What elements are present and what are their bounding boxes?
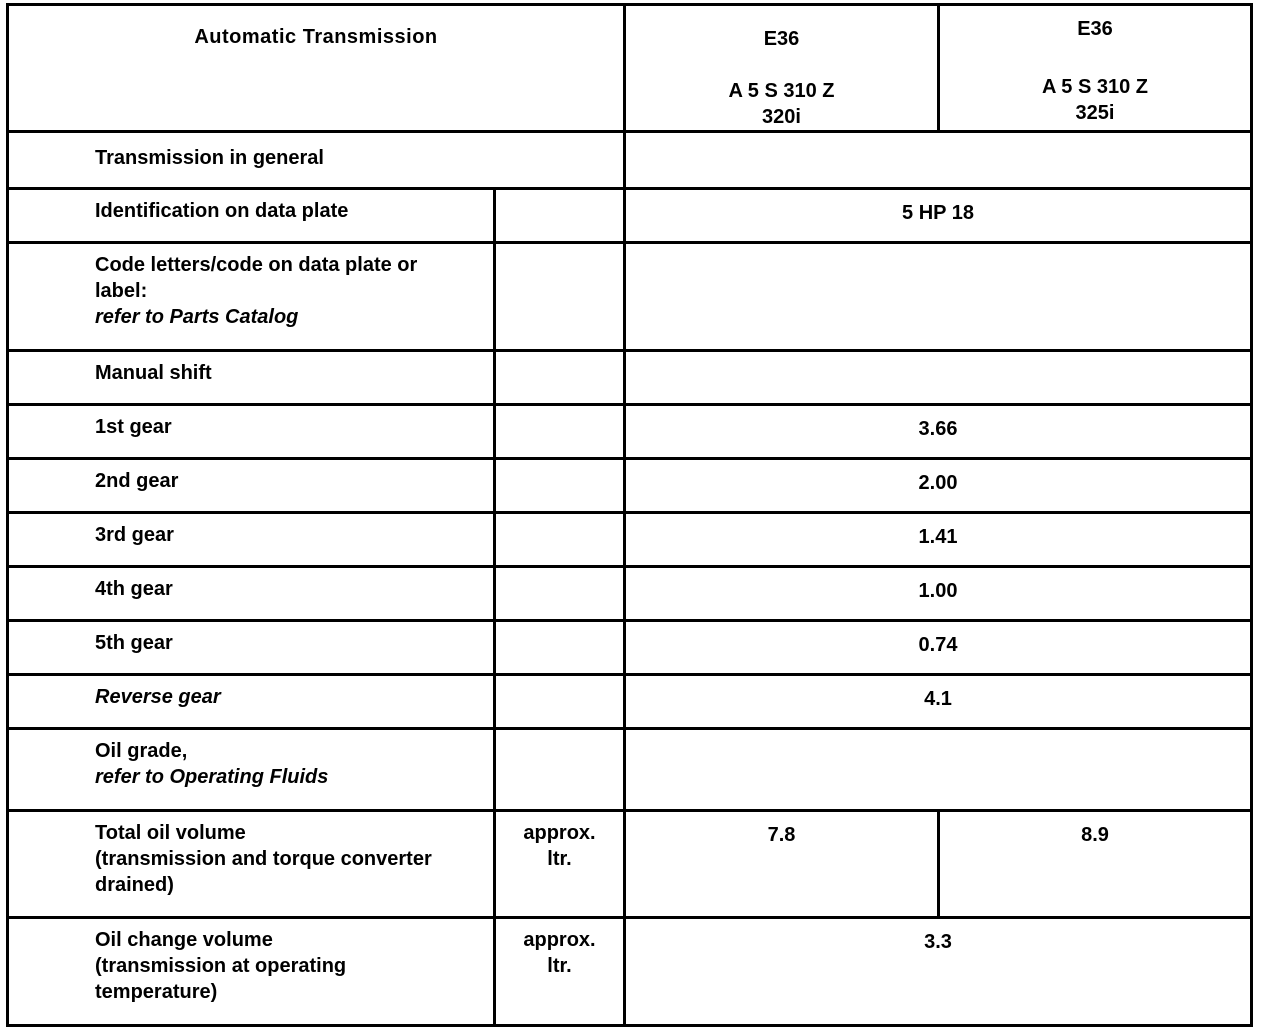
table-row	[8, 675, 1252, 729]
column-header-320i-transmission: A 5 S 310 Z	[728, 80, 835, 102]
unit-line: approx.	[523, 929, 596, 951]
row-label-line: label:	[95, 280, 148, 302]
unit-line: ltr.	[547, 848, 572, 870]
unit-cell	[495, 729, 625, 811]
value-reverse: 4.1	[625, 675, 1252, 729]
value-identification: 5 HP 18	[625, 189, 1252, 243]
row-label-line: refer to Operating Fluids	[95, 766, 329, 788]
table-row	[8, 729, 1252, 811]
row-label-line: drained)	[95, 874, 174, 896]
value-code-letters	[625, 243, 1252, 351]
value-total-oil-325i: 8.9	[939, 811, 1252, 918]
table-row	[8, 918, 1252, 1026]
value-manual-shift	[625, 351, 1252, 405]
row-label-code-letters	[8, 243, 495, 351]
section-value-cell	[625, 132, 1252, 189]
unit-cell	[495, 621, 625, 675]
column-header-320i-model: 320i	[762, 106, 801, 128]
row-label-total-oil	[8, 811, 495, 918]
unit-cell	[495, 351, 625, 405]
row-label-line: refer to Parts Catalog	[95, 306, 299, 328]
unit-cell	[495, 189, 625, 243]
unit-cell	[495, 243, 625, 351]
section-heading: Transmission in general	[8, 132, 625, 189]
section-row	[8, 132, 1252, 189]
row-label-line: temperature)	[95, 981, 218, 1003]
value-gear-1: 3.66	[625, 405, 1252, 459]
row-label-gear-1: 1st gear	[8, 405, 495, 459]
column-header-325i	[939, 5, 1252, 132]
table-title: Automatic Transmission	[8, 5, 625, 132]
row-label-line: Oil change volume	[95, 929, 273, 951]
row-label-line: Code letters/code on data plate or	[95, 254, 418, 276]
column-header-320i-series: E36	[763, 28, 800, 50]
row-label-gear-5: 5th gear	[8, 621, 495, 675]
table-row	[8, 567, 1252, 621]
row-label-gear-4: 4th gear	[8, 567, 495, 621]
unit-cell	[495, 405, 625, 459]
value-gear-5: 0.74	[625, 621, 1252, 675]
column-header-320i	[625, 5, 939, 132]
unit-cell	[495, 513, 625, 567]
row-label-oil-change	[8, 918, 495, 1026]
unit-cell	[495, 459, 625, 513]
row-label-gear-3: 3rd gear	[8, 513, 495, 567]
row-label-reverse: Reverse gear	[8, 675, 495, 729]
table-row	[8, 513, 1252, 567]
value-gear-4: 1.00	[625, 567, 1252, 621]
row-label-manual-shift: Manual shift	[8, 351, 495, 405]
specification-table	[6, 3, 1253, 1027]
value-oil-change: 3.3	[625, 918, 1252, 1026]
value-total-oil-320i: 7.8	[625, 811, 939, 918]
table-row	[8, 189, 1252, 243]
table-row	[8, 621, 1252, 675]
table-row	[8, 351, 1252, 405]
row-label-line: (transmission at operating	[95, 955, 347, 977]
row-label-line: (transmission and torque converter	[95, 848, 432, 870]
row-label-identification: Identification on data plate	[8, 189, 495, 243]
table-row	[8, 405, 1252, 459]
row-label-line: Total oil volume	[95, 822, 246, 844]
table-row	[8, 459, 1252, 513]
unit-line: ltr.	[547, 955, 572, 977]
column-header-325i-model: 325i	[1075, 102, 1115, 124]
unit-total-oil	[495, 811, 625, 918]
table-row	[8, 811, 1252, 918]
row-label-line: Oil grade,	[95, 740, 188, 762]
header-row	[8, 5, 1252, 132]
unit-oil-change	[495, 918, 625, 1026]
table-row	[8, 243, 1252, 351]
value-gear-2: 2.00	[625, 459, 1252, 513]
unit-line: approx.	[523, 822, 596, 844]
value-gear-3: 1.41	[625, 513, 1252, 567]
unit-cell	[495, 567, 625, 621]
column-header-325i-transmission: A 5 S 310 Z	[1042, 76, 1148, 98]
value-oil-grade	[625, 729, 1252, 811]
row-label-oil-grade	[8, 729, 495, 811]
column-header-325i-series: E36	[1077, 18, 1113, 40]
row-label-gear-2: 2nd gear	[8, 459, 495, 513]
unit-cell	[495, 675, 625, 729]
